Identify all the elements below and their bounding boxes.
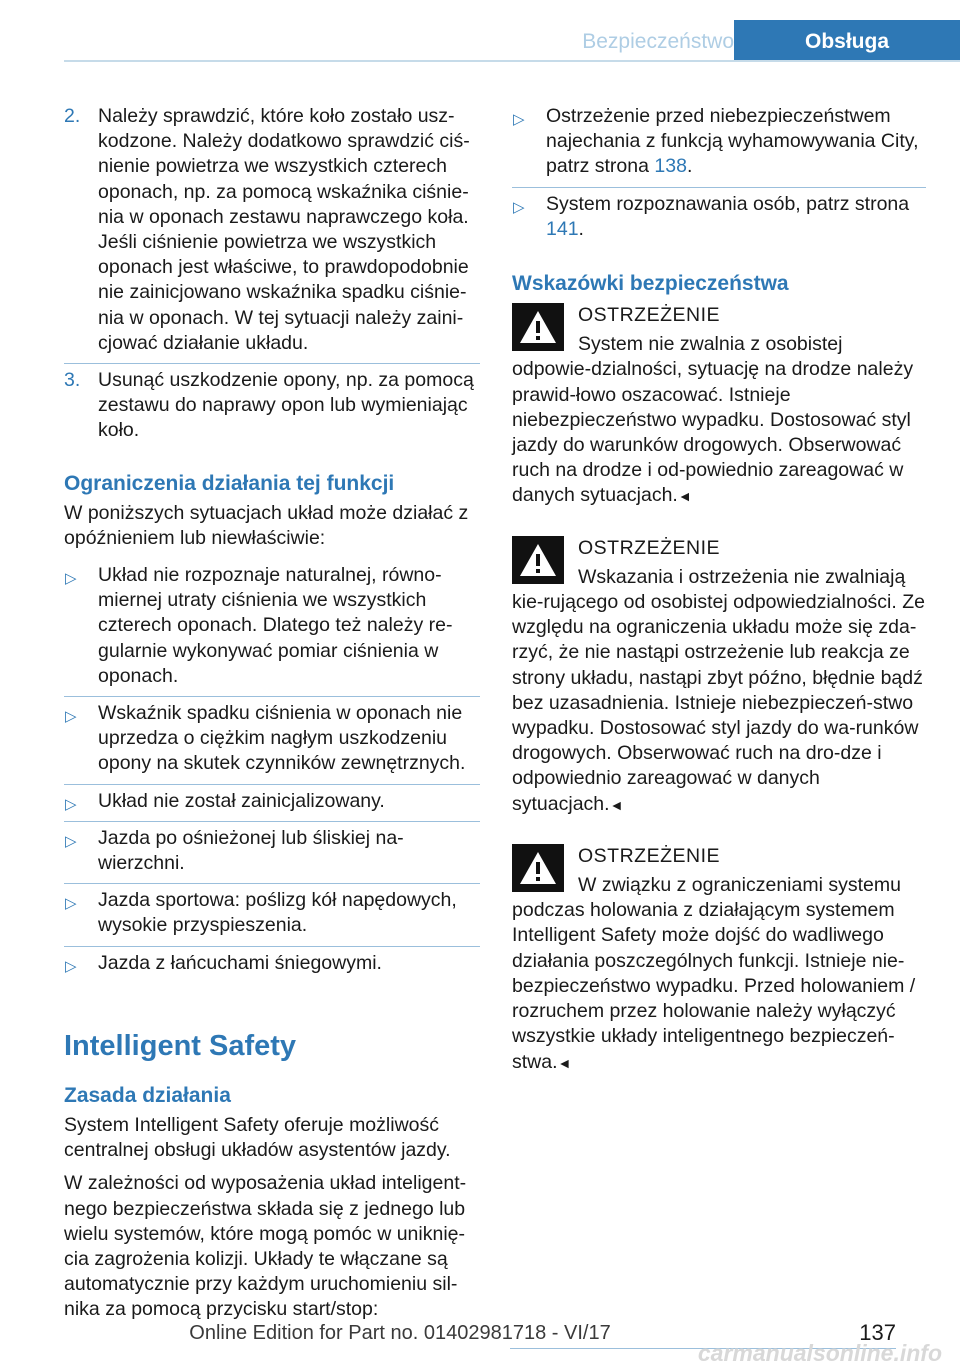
- bullet-triangle-icon: ▷: [65, 957, 77, 975]
- principle-paragraph-2: W zależności od wyposażenia układ inteligent-nego bezpieczeństwa składa się z jednego lub wielu systemów, które mogą pomóc w uniknię-cia zagrożenia kolizji. Układy te włączane są automatycznie przy każdym uruchomieniu sil-nika za pomocą przycisku start/stop:: [64, 1172, 467, 1321]
- bullet-triangle-icon: ▷: [65, 895, 77, 913]
- left-column: [64, 100, 480, 1331]
- list-item: [64, 559, 480, 696]
- warning-block: [512, 303, 926, 510]
- safety-heading: Wskazówki bezpieczeństwa: [512, 272, 789, 296]
- list-item: [64, 946, 480, 983]
- bullet-triangle-icon: ▷: [513, 111, 525, 128]
- bullet-triangle-icon: ▷: [513, 198, 525, 216]
- bullet-triangle-icon: ▷: [65, 795, 77, 813]
- list-item: [64, 821, 480, 883]
- right-column: [512, 100, 926, 1102]
- bullet-triangle-icon: ▷: [65, 570, 77, 588]
- limits-list: [64, 559, 480, 983]
- warning-triangle-icon: [512, 303, 564, 351]
- list-item-text: Jazda z łańcuchami śniegowymi.: [98, 951, 382, 974]
- step-number: 3.: [64, 369, 81, 392]
- warning-triangle-icon: [512, 536, 564, 584]
- list-item-suffix: .: [686, 155, 693, 178]
- bullet-triangle-icon: ▷: [65, 708, 77, 726]
- warning-title: OSTRZEŻENIE: [578, 844, 721, 867]
- watermark: carmanualsonline.info: [697, 1340, 942, 1366]
- list-item-text: Jazda po ośnieżonej lub śliskiej na-wierzchni.: [98, 826, 404, 875]
- limits-heading: Ograniczenia działania tej funkcji: [64, 471, 395, 495]
- list-item-text: Układ nie został zainicjalizowany.: [98, 789, 385, 812]
- header-chapter-tab[interactable]: Obsługa: [734, 20, 960, 62]
- list-item: [64, 100, 480, 363]
- systems-list: [512, 100, 926, 249]
- page-link[interactable]: 138: [654, 155, 687, 178]
- list-item-text: System rozpoznawania osób, patrz strona: [546, 192, 910, 215]
- end-mark: ◄: [609, 796, 624, 813]
- page-number: 137: [859, 1320, 896, 1345]
- header-divider: [64, 60, 960, 62]
- page-header: [64, 20, 960, 62]
- principle-paragraph-1: System Intelligent Safety oferuje możliwość centralnej obsługi układów asystentów jazdy.: [64, 1113, 451, 1162]
- principle-heading: Zasada działania: [64, 1083, 231, 1107]
- list-item: [64, 883, 480, 945]
- list-item: [64, 363, 480, 451]
- list-item: [64, 784, 480, 821]
- limits-intro: W poniższych sytuacjach układ może działać z opóźnieniem lub niewłaściwie:: [64, 501, 469, 549]
- warning-text: System nie zwalnia z osobistej odpowie-dzialności, sytuację na drodze należy prawid-łowo oszacować. Istnieje niebezpieczeństwo wypadku. Dostosować styl jazdy do warunków drogowych. Obserwować ruch na drodze i od-powiednio zareagować w danych sytuacjach.: [512, 333, 914, 507]
- list-item: [512, 187, 926, 249]
- bullet-triangle-icon: ▷: [65, 832, 77, 850]
- warning-triangle-glyph: [518, 309, 558, 345]
- step-text: Usunąć uszkodzenie opony, np. za pomocą zestawu do naprawy opon lub wymieniając koło.: [98, 369, 474, 442]
- page-link[interactable]: 141: [546, 217, 579, 240]
- warning-text: W związku z ograniczeniami systemu podczas holowania z działającym systemem Intelligent Safety może dojść do wadliwego działania poszczególnych funkcji. Istnieje nie-bezpieczeństwo wypadku. Przed holowaniem / rozruchem przez holowanie należy wyłączyć wszystkie układy inteligentnego bezpieczeń-stwa.: [512, 874, 916, 1073]
- list-item-suffix: .: [578, 217, 584, 240]
- step-text: Należy sprawdzić, które koło zostało usz-kodzone. Należy dodatkowo sprawdzić ciś-nienie powietrza we wszystkich czterech oponach, np. za pomocą wskaźnika ciśnie-nia w oponach zestawu naprawczego koła. Jeśli ciśnienie powietrza we wszystkich oponach jest właściwe, to prawdopodobnie nie zainicjowano wskaźnika spadku ciśnie-nia w oponach. W tej sytuacji należy zaini-cjować działanie układu.: [98, 105, 470, 354]
- warning-triangle-glyph: [518, 850, 558, 886]
- edition-text: Online Edition for Part no. 01402981718 - VI/17: [189, 1322, 611, 1344]
- list-item-text: Ostrzeżenie przed niebezpieczeństwem najechania z funkcją wyhamowywania City, patrz strona: [546, 105, 919, 178]
- warning-block: [512, 844, 926, 1076]
- section-title: Intelligent Safety: [64, 1029, 297, 1062]
- list-item-text: Jazda sportowa: poślizg kół napędowych, wysokie przyspieszenia.: [98, 889, 457, 937]
- list-item: [64, 696, 480, 784]
- end-mark: ◄: [677, 488, 692, 505]
- end-mark: ◄: [557, 1054, 572, 1071]
- warning-title: OSTRZEŻENIE: [578, 536, 721, 559]
- list-item-text: Układ nie rozpoznaje naturalnej, równo-miernej utraty ciśnienia we wszystkich czterech oponach. Dlatego też należy re-gularnie wykonywać pomiar ciśnienia w oponach.: [98, 564, 453, 687]
- warning-triangle-glyph: [518, 542, 558, 578]
- list-item: [512, 100, 926, 187]
- list-item-text: Wskaźnik spadku ciśnienia w oponach nie uprzedza o ciężkim nagłym uszkodzeniu opony na skutek czynników zewnętrznych.: [98, 702, 466, 775]
- header-section-tab[interactable]: Bezpieczeństwo: [582, 30, 734, 53]
- warning-triangle-icon: [512, 844, 564, 892]
- step-number: 2.: [64, 105, 81, 127]
- warning-text: Wskazania i ostrzeżenia nie zwalniają kie-rującego od osobistej odpowiedzialności. Ze względu na ograniczenia układu może się zda-rzyć, że nie nastąpi ostrzeżenie lub reakcja ze strony układu, nastąpi zbyt późno, błędnie bądź bez uzasadnienia. Istnieje niebezpieczeń-stwo wypadku. Dostosować styl jazdy do wa-runków drogowych. Obserwować ruch na dro-dze i odpowiednio zareagować w danych sytuacjach.: [512, 565, 925, 815]
- warning-block: [512, 536, 926, 818]
- steps-list: [64, 100, 480, 451]
- warning-title: OSTRZEŻENIE: [578, 304, 721, 327]
